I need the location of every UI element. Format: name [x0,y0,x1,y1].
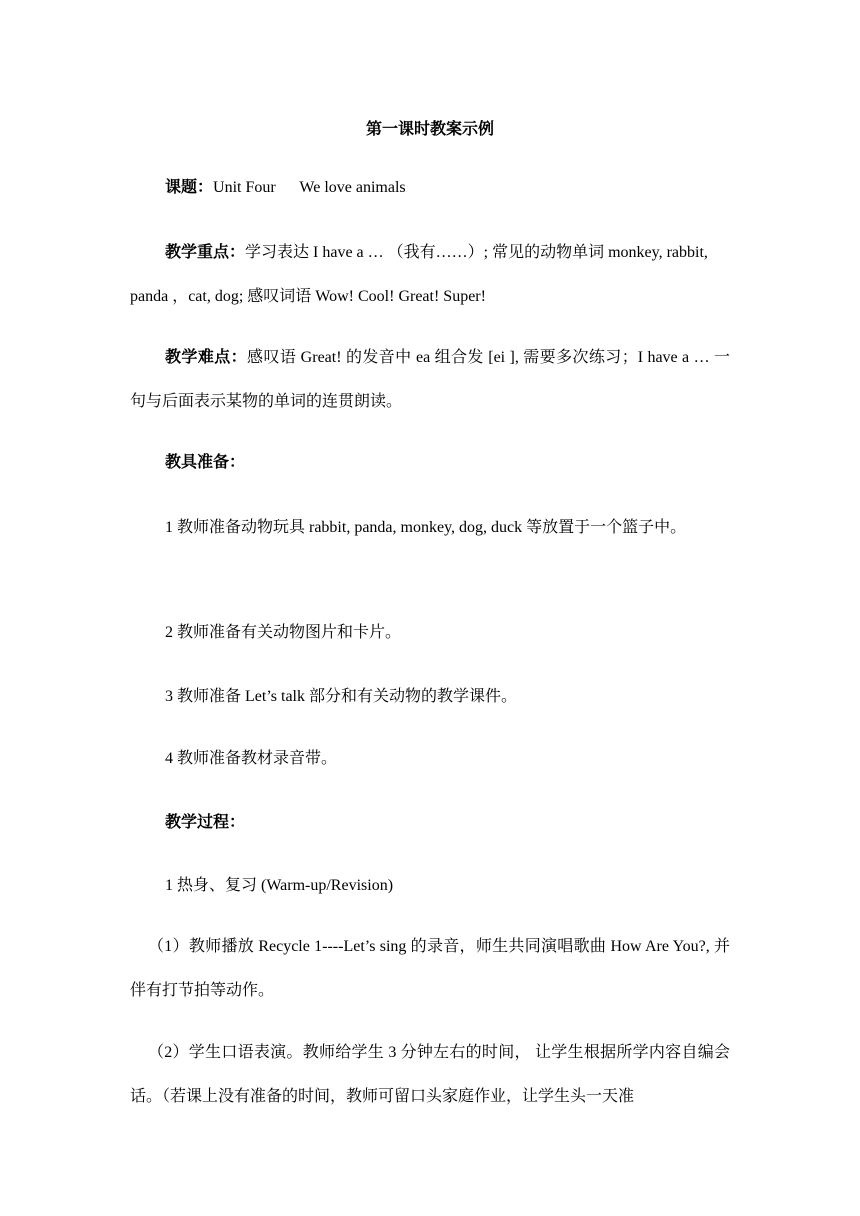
process-substep-2: （2）学生口语表演。教师给学生 3 分钟左右的时间， 让学生根据所学内容自编会话。（若课上没有准备的时间，教师可留口头家庭作业，让学生头一天准 [130,1044,730,1105]
difficulties-text: 感叹语 Great! 的发音中 ea 组合发 [ei ], 需要多次练习；I have a … 一句与后面表示某物的单词的连贯朗读。 [130,349,730,410]
topic-line [130,166,730,210]
topic-label: 课题： [165,179,214,196]
process-substep-1: （1）教师播放 Recycle 1----Let’s sing 的录音，师生共同演唱歌曲 How Are You?, 并伴有打节拍等动作。 [130,938,730,999]
process-heading [130,801,730,845]
materials-item-2: 2 教师准备有关动物图片和卡片。 [165,624,402,641]
key-points-label: 教学重点： [165,244,246,261]
materials-item-1: 1 教师准备动物玩具 rabbit, panda, monkey, dog, duck 等放置于一个篮子中。 [165,519,687,536]
process-label: 教学过程： [165,814,246,831]
page-title: 第一课时教案示例 [365,121,494,138]
key-points-paragraph [130,231,730,319]
process-step-1: 1 热身、复习 (Warm-up/Revision) [165,877,394,894]
materials-label: 教具准备： [165,454,246,471]
materials-item-3: 3 教师准备 Let’s talk 部分和有关动物的教学课件。 [165,688,517,705]
difficulties-label: 教学难点： [165,349,248,366]
topic-value: Unit Four We love animals [213,179,406,196]
materials-item-4: 4 教师准备教材录音带。 [165,750,338,767]
key-points-text: 学习表达 I have a … （我有……）; 常见的动物单词 monkey, rabbit, panda ，cat, dog; 感叹词语 Wow! Cool! Great! Super! [130,244,708,305]
difficulties-paragraph [130,336,730,424]
materials-heading [130,441,730,485]
